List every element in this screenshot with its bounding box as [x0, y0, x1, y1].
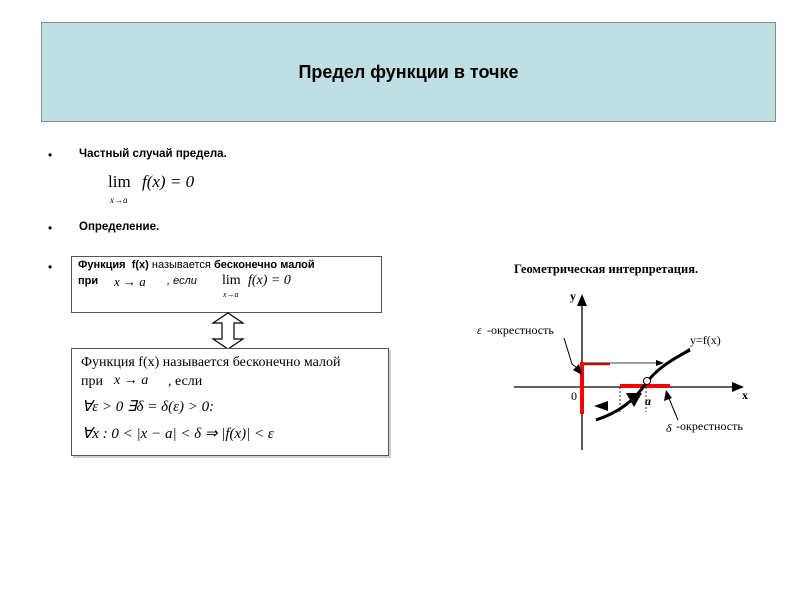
lim-expression: f(x) = 0 [142, 172, 195, 191]
delta-pointer-arrow-icon [664, 390, 672, 401]
epsilon-neighborhood-label: -окрестность [487, 323, 554, 337]
definition-box [71, 256, 382, 313]
curve-pointer [666, 348, 690, 364]
formal-comma-if: , если [168, 374, 203, 389]
def-term: бесконечно малой [213, 259, 315, 271]
def-comma-if: , если [167, 275, 197, 287]
limit-point-circle [644, 378, 651, 385]
formal-line-4: ∀x : 0 < |x − a| < δ ⇒ |f(x)| < ε [82, 426, 274, 442]
bullet-marker-2: • [48, 221, 53, 235]
x-axis-label: x [742, 388, 748, 402]
delta-left-arrow-icon [594, 401, 608, 411]
delta-down-arrow-icon [626, 393, 642, 407]
delta-dot [621, 406, 624, 409]
formal-line-1: Функция f(x) называется бесконечно малой [81, 355, 341, 370]
formal-cond: x → a [114, 373, 149, 388]
function-curve [596, 350, 690, 420]
def-prefix: Функция [78, 259, 126, 271]
geometry-diagram [500, 280, 790, 460]
bullet-marker-1: • [48, 148, 53, 162]
epsilon-symbol: ε [477, 323, 482, 337]
bullet-definition: Определение. [79, 221, 160, 233]
limit-formula [108, 172, 238, 212]
def-lim-word: lim [222, 273, 241, 288]
delta-neighborhood-label: -окрестность [676, 419, 743, 433]
delta-symbol: δ [666, 421, 672, 435]
def-lim-sub: x→a [223, 290, 239, 299]
delta-pointer [668, 396, 678, 420]
page-title: Предел функции в точке [298, 61, 519, 82]
bullet-special-case: Частный случай предела. [79, 148, 227, 160]
y-axis-arrow-icon [577, 294, 587, 306]
y-axis-label: y [570, 289, 576, 303]
geometry-title: Геометрическая интерпретация. [514, 262, 699, 276]
lim-subscript: x→a [110, 195, 128, 205]
equivalence-arrow-icon [210, 312, 246, 350]
curve-label: y=f(x) [690, 333, 721, 347]
def-at: при [78, 275, 99, 287]
def-lim-expr: f(x) = 0 [248, 273, 291, 288]
def-called: называется [151, 259, 211, 271]
point-a-label: a [645, 394, 651, 408]
definition-line-1 [78, 259, 315, 271]
formal-line-3: ∀ε > 0 ∃δ = δ(ε) > 0: [82, 399, 215, 415]
def-fx: f(x) [131, 259, 149, 271]
origin-label: 0 [571, 389, 577, 403]
def-cond: x → a [114, 274, 146, 289]
formal-at: при [81, 374, 103, 389]
formal-definition-box [71, 348, 389, 456]
title-banner [41, 22, 776, 122]
bullet-marker-3: • [48, 260, 53, 274]
lim-word: lim [108, 172, 131, 191]
